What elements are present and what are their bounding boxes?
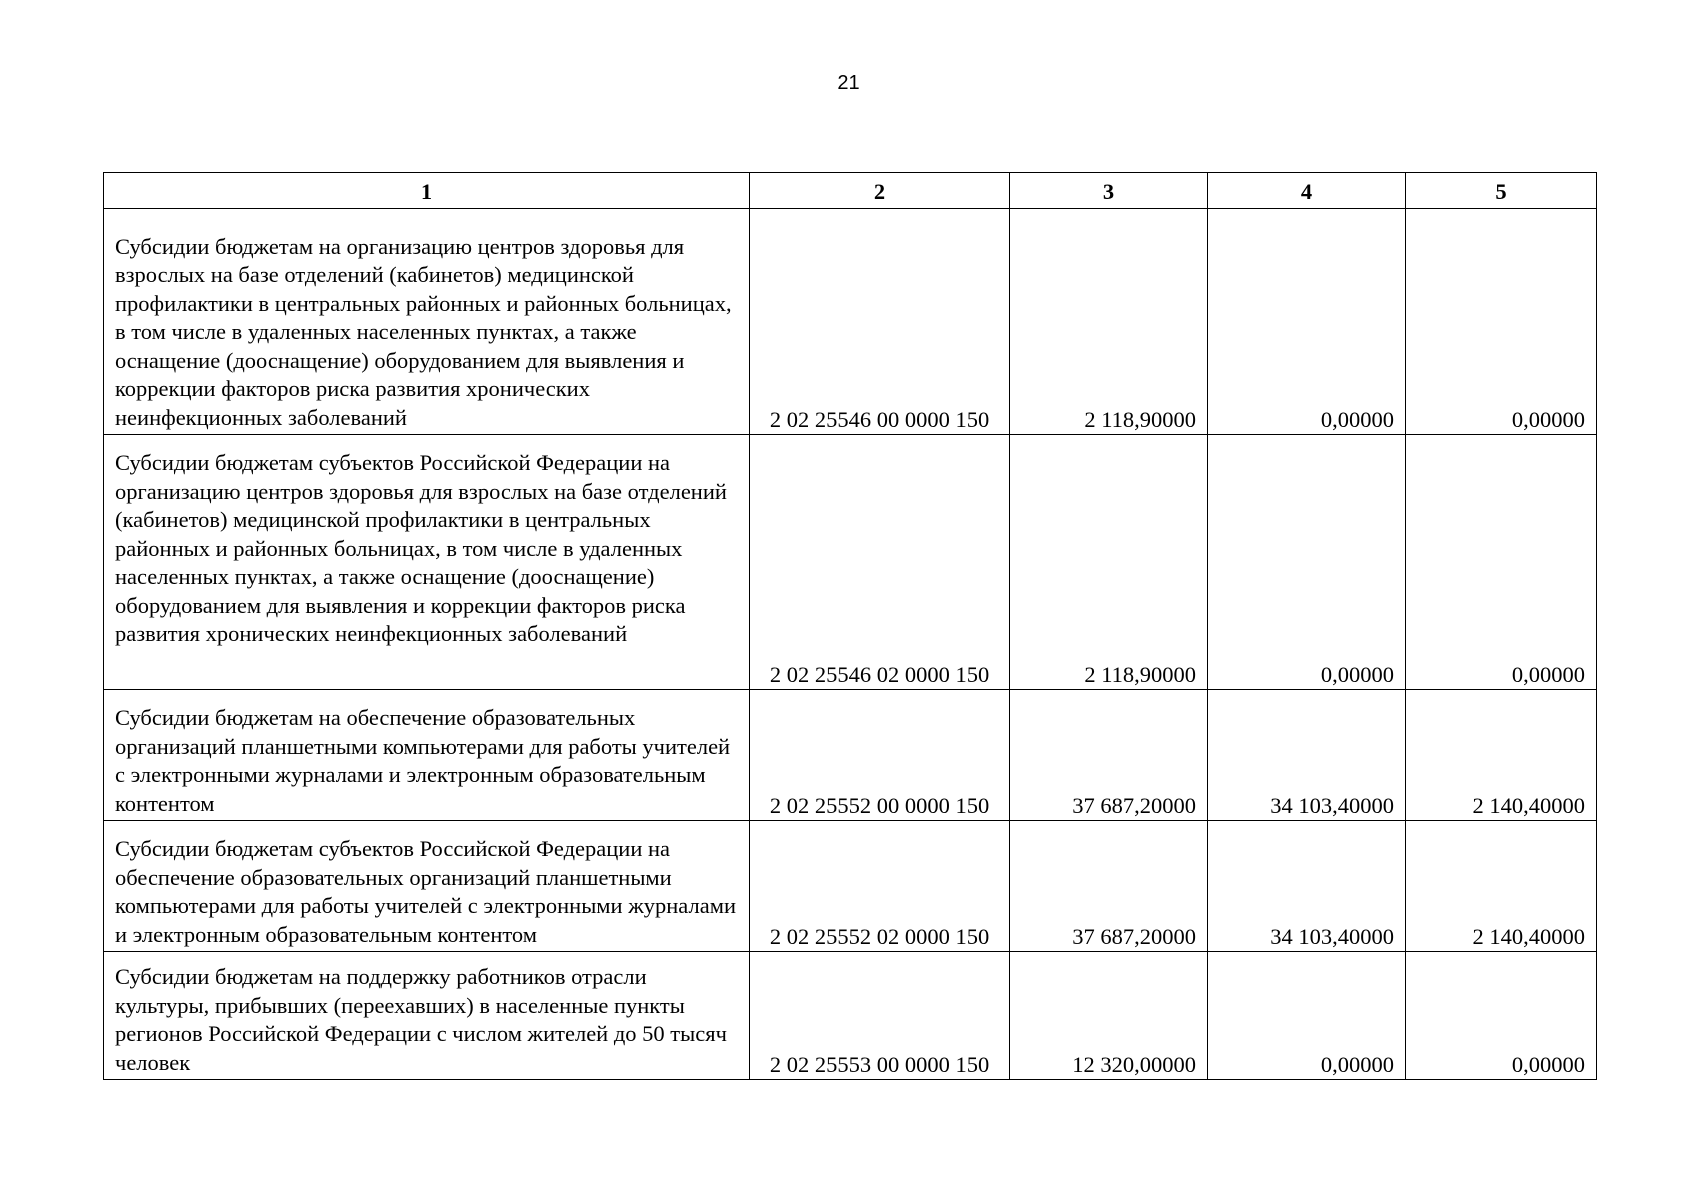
row-value-col5: 0,00000 [1406,952,1597,1080]
row-value-col3: 2 118,90000 [1010,435,1208,690]
row-code: 2 02 25546 00 0000 150 [750,209,1010,435]
table-row [104,952,1597,1080]
budget-table [103,172,1597,1080]
row-value-col3: 37 687,20000 [1010,821,1208,952]
header-col-3: 3 [1010,173,1208,209]
row-value-col5: 0,00000 [1406,209,1597,435]
table-row [104,435,1597,690]
table-row [104,821,1597,952]
row-value-col4: 34 103,40000 [1208,821,1406,952]
page-number: 21 [837,72,860,94]
row-code: 2 02 25552 02 0000 150 [750,821,1010,952]
row-value-col4: 0,00000 [1208,952,1406,1080]
row-value-col5: 0,00000 [1406,435,1597,690]
row-value-col4: 34 103,40000 [1208,690,1406,821]
row-value-col3: 2 118,90000 [1010,209,1208,435]
header-col-1: 1 [104,173,750,209]
table-header-row [104,173,1597,209]
table-row [104,209,1597,435]
row-value-col4: 0,00000 [1208,209,1406,435]
header-col-4: 4 [1208,173,1406,209]
row-value-col5: 2 140,40000 [1406,690,1597,821]
row-value-col4: 0,00000 [1208,435,1406,690]
header-col-2: 2 [750,173,1010,209]
row-code: 2 02 25553 00 0000 150 [750,952,1010,1080]
row-description: Субсидии бюджетам на обеспечение образовательных организаций планшетными компьютерами для работы учителей с электронными журналами и электронным образовательным контентом [104,690,750,821]
row-code: 2 02 25546 02 0000 150 [750,435,1010,690]
table-row [104,690,1597,821]
row-value-col3: 12 320,00000 [1010,952,1208,1080]
row-value-col5: 2 140,40000 [1406,821,1597,952]
header-col-5: 5 [1406,173,1597,209]
row-code: 2 02 25552 00 0000 150 [750,690,1010,821]
row-description: Субсидии бюджетам на поддержку работников отрасли культуры, прибывших (переехавших) в населенные пункты регионов Российской Федерации с числом жителей до 50 тысяч человек [104,952,750,1080]
row-value-col3: 37 687,20000 [1010,690,1208,821]
row-description: Субсидии бюджетам субъектов Российской Федерации на обеспечение образовательных организаций планшетными компьютерами для работы учителей с электронными журналами и электронным образовательным контентом [104,821,750,952]
row-description: Субсидии бюджетам субъектов Российской Федерации на организацию центров здоровья для взрослых на базе отделений (кабинетов) медицинской профилактики в центральных районных и районных больницах, в том числе в удаленных населенных пунктах, а также оснащение (дооснащение) оборудованием для выявления и коррекции факторов риска развития хронических неинфекционных заболеваний [104,435,750,690]
row-description: Субсидии бюджетам на организацию центров здоровья для взрослых на базе отделений (кабинетов) медицинской профилактики в центральных районных и районных больницах, в том числе в удаленных населенных пунктах, а также оснащение (дооснащение) оборудованием для выявления и коррекции факторов риска развития хронических неинфекционных заболеваний [104,209,750,435]
